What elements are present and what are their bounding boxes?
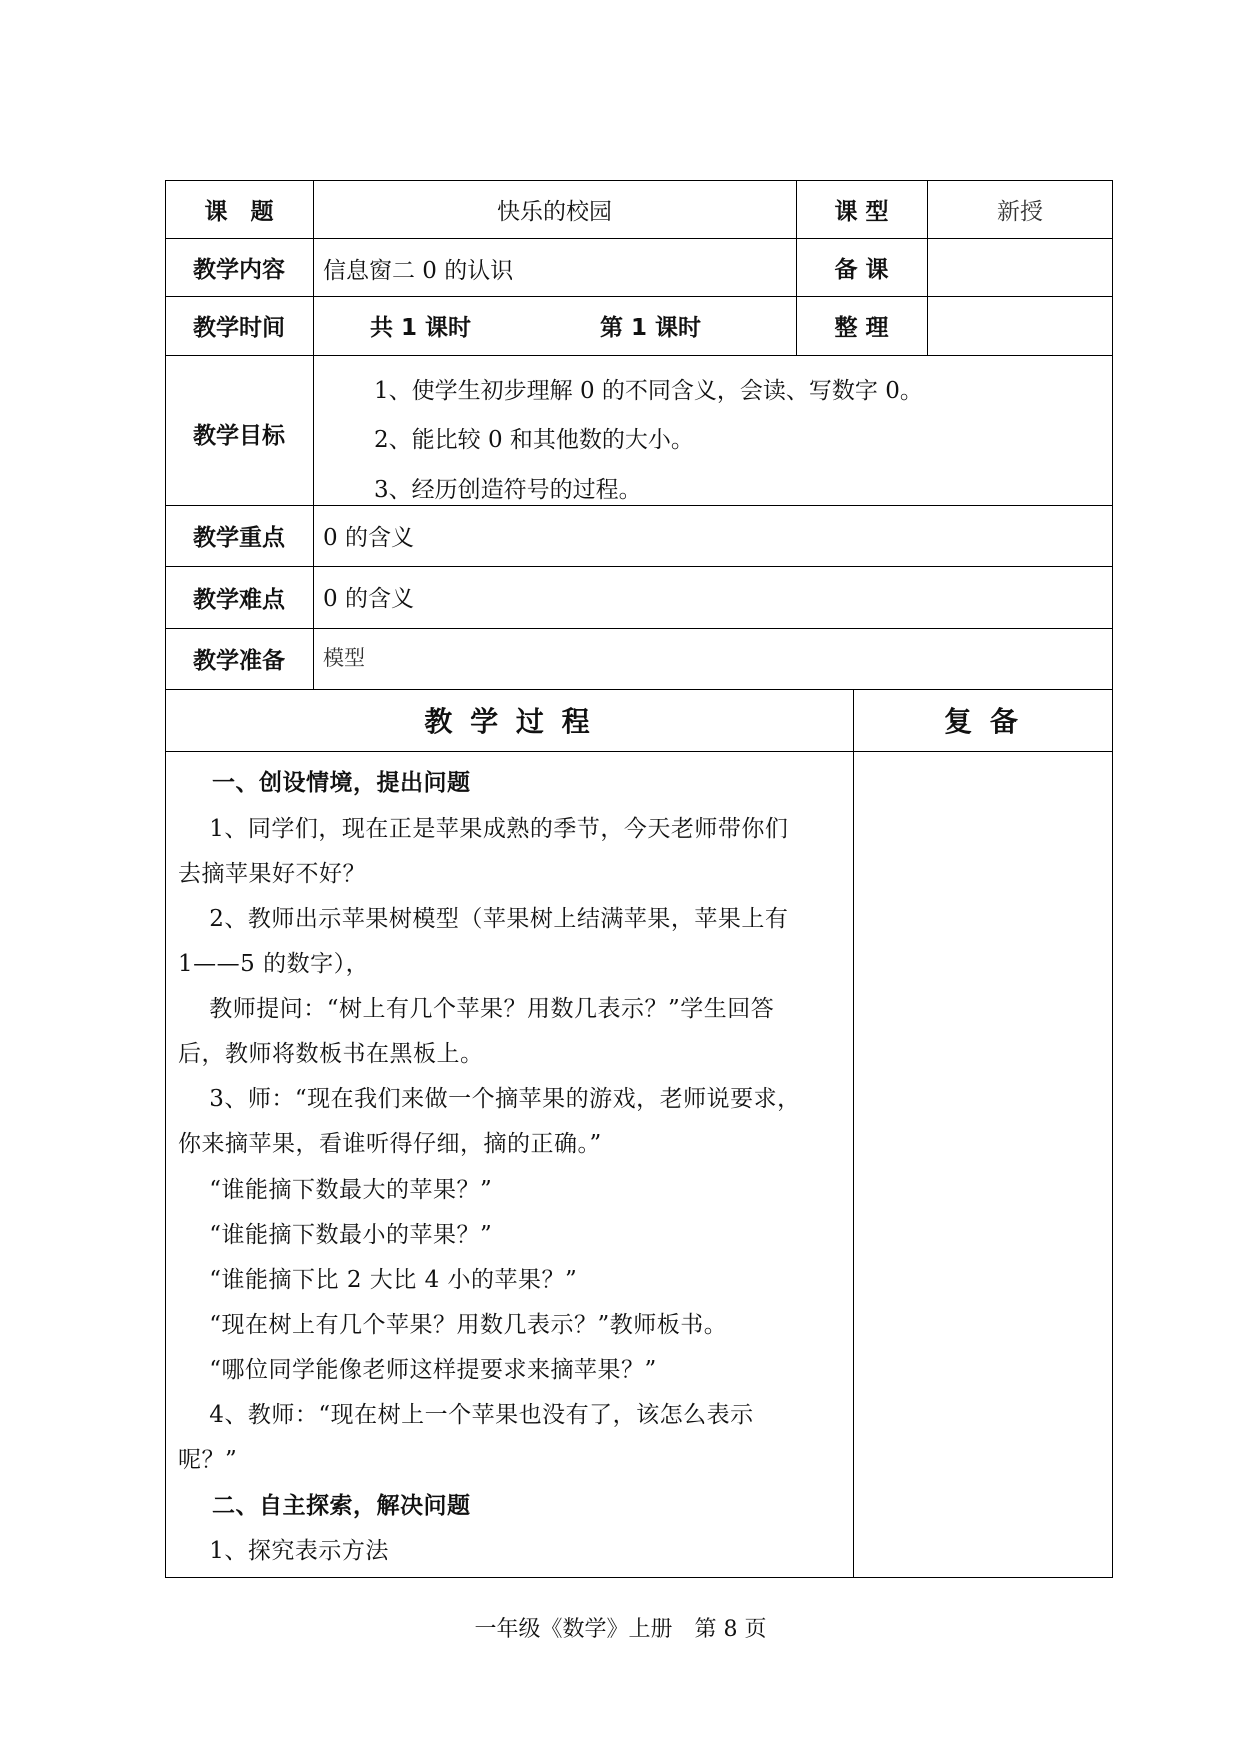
process-line: 去摘苹果好不好？ <box>178 861 366 887</box>
type-label: 课 型 <box>834 198 889 225</box>
preparation-value: 模型 <box>323 646 365 670</box>
process-line: “哪位同学能像老师这样提要求来摘苹果？” <box>178 1357 657 1383</box>
time-label: 教学时间 <box>193 315 285 341</box>
difficulty-label: 教学难点 <box>193 586 285 613</box>
topic-value: 快乐的校园 <box>497 198 612 225</box>
page-footer: 一年级《数学》上册 第 8 页 <box>474 1617 767 1642</box>
column-divider <box>853 689 854 1578</box>
process-line: “现在树上有几个苹果？用数几表示？”教师板书。 <box>178 1312 728 1338</box>
topic-label: 课 题 <box>204 198 274 225</box>
process-line: 一、创设情境，提出问题 <box>178 770 471 796</box>
process-line: 1、探究表示方法 <box>178 1538 389 1564</box>
prep-label: 备 课 <box>834 256 889 283</box>
process-line: 3、师：“现在我们来做一个摘苹果的游戏，老师说要求， <box>178 1086 801 1112</box>
process-line: 1、同学们，现在正是苹果成熟的季节，今天老师带你们 <box>178 816 789 842</box>
goals-label: 教学目标 <box>193 423 285 449</box>
arrange-value <box>927 296 1113 355</box>
process-line: 二、自主探索，解决问题 <box>178 1493 471 1519</box>
process-line: “谁能摘下数最小的苹果？” <box>178 1222 493 1248</box>
goal-item: 2、能比较 0 和其他数的大小。 <box>374 427 694 453</box>
process-line: 2、教师出示苹果树模型（苹果树上结满苹果，苹果上有 <box>178 906 789 932</box>
process-line: 后，教师将数板书在黑板上。 <box>178 1041 484 1067</box>
content-label: 教学内容 <box>193 256 285 283</box>
process-line: “谁能摘下比 2 大比 4 小的苹果？” <box>178 1267 578 1293</box>
review-header: 复 备 <box>944 705 1022 738</box>
goal-item: 3、经历创造符号的过程。 <box>374 477 642 503</box>
process-line: 4、教师：“现在树上一个苹果也没有了，该怎么表示 <box>178 1402 754 1428</box>
process-line: 呢？” <box>178 1447 238 1473</box>
goal-item: 1、使学生初步理解 0 的不同含义，会读、写数字 0。 <box>374 378 923 404</box>
preparation-label: 教学准备 <box>193 648 285 674</box>
time-current: 第 1 课时 <box>600 315 702 341</box>
row-divider <box>165 751 1113 752</box>
time-total: 共 1 课时 <box>370 315 472 341</box>
content-value: 信息窗二 0 的认识 <box>323 258 514 284</box>
key-point-label: 教学重点 <box>193 525 285 551</box>
process-line: 1——5 的数字）， <box>178 951 370 977</box>
arrange-label: 整 理 <box>834 315 889 341</box>
type-value: 新授 <box>997 198 1043 225</box>
process-line: 你来摘苹果，看谁听得仔细，摘的正确。” <box>178 1131 602 1157</box>
key-point-value: 0 的含义 <box>323 525 414 551</box>
process-header: 教 学 过 程 <box>424 705 594 738</box>
difficulty-value: 0 的含义 <box>323 586 414 612</box>
prep-value <box>927 238 1113 296</box>
process-line: 教师提问：“树上有几个苹果？用数几表示？”学生回答 <box>178 996 775 1022</box>
process-line: “谁能摘下数最大的苹果？” <box>178 1177 493 1203</box>
